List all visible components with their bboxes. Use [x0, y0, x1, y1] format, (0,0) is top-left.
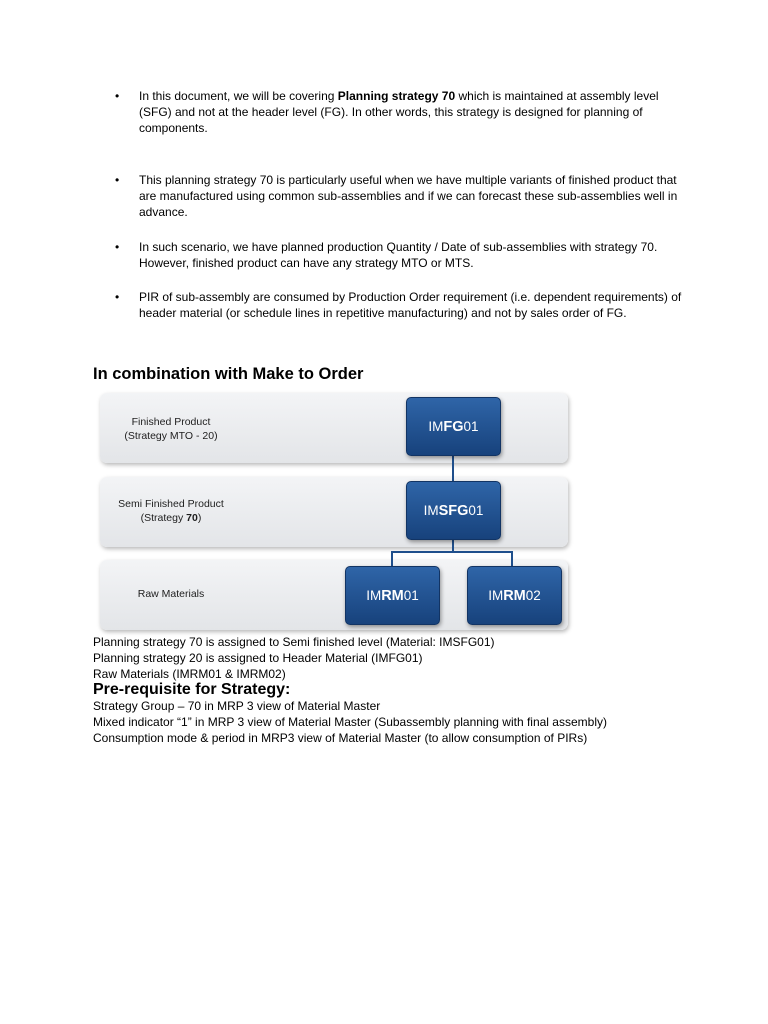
note-line: Planning strategy 70 is assigned to Semi finished level (Material: IMSFG01) — [93, 635, 495, 649]
connector-horizontal — [391, 551, 513, 553]
bullet-text: PIR of sub-assembly are consumed by Production Order requirement (i.e. dependent requirements) of header material (or schedule lines in repetitive manufacturing) and not by sales order of FG. — [139, 290, 682, 320]
band-label-finished: Finished Product (Strategy MTO - 20) — [124, 416, 218, 442]
bullet-text: This planning strategy 70 is particularly useful when we have multiple variants of finished product that are manufactured using common sub-assemblies and if we can forecast these sub-assemblies well in advance. — [139, 173, 678, 219]
section-heading: In combination with Make to Order — [93, 365, 364, 383]
node-imrm02: IM RM 02 — [467, 566, 562, 625]
note-line: Planning strategy 20 is assigned to Header Material (IMFG01) — [93, 651, 423, 665]
connector-fg-sfg — [452, 454, 454, 481]
prereq-line: Strategy Group – 70 in MRP 3 view of Material Master — [93, 699, 381, 713]
node-imrm01: IM RM 01 — [345, 566, 440, 625]
prereq-line: Consumption mode & period in MRP3 view of Material Master (to allow consumption of PIRs) — [93, 731, 588, 745]
connector-rm2 — [511, 551, 513, 566]
prereq-heading: Pre-requisite for Strategy: — [93, 681, 291, 698]
node-imsfg01: IM SFG 01 — [406, 481, 501, 540]
bullet-dot: • — [115, 240, 120, 254]
strategy-diagram — [97, 389, 575, 634]
bullet-text: In this document, we will be covering Planning strategy 70 which is maintained at assembly level (SFG) and not at the header level (FG). In other words, this strategy is designed for planning of components. — [139, 89, 659, 135]
node-imfg01: IM FG 01 — [406, 397, 501, 456]
notes-block — [93, 634, 495, 682]
bullet-dot: • — [115, 290, 120, 304]
band-label-raw-materials: Raw Materials — [137, 588, 205, 600]
bullet-dot: • — [115, 89, 120, 103]
connector-rm1 — [391, 551, 393, 566]
prereq-block — [93, 698, 607, 746]
note-line: Raw Materials (IMRM01 & IMRM02) — [93, 667, 286, 681]
prereq-line: Mixed indicator “1” in MRP 3 view of Material Master (Subassembly planning with final assembly) — [93, 715, 607, 729]
band-label-semi-finished: Semi Finished Product (Strategy 70) — [118, 498, 224, 524]
bullet-dot: • — [115, 173, 120, 187]
bullet-text: In such scenario, we have planned production Quantity / Date of sub-assemblies with strategy 70. However, finished product can have any strategy MTO or MTS. — [139, 240, 658, 270]
